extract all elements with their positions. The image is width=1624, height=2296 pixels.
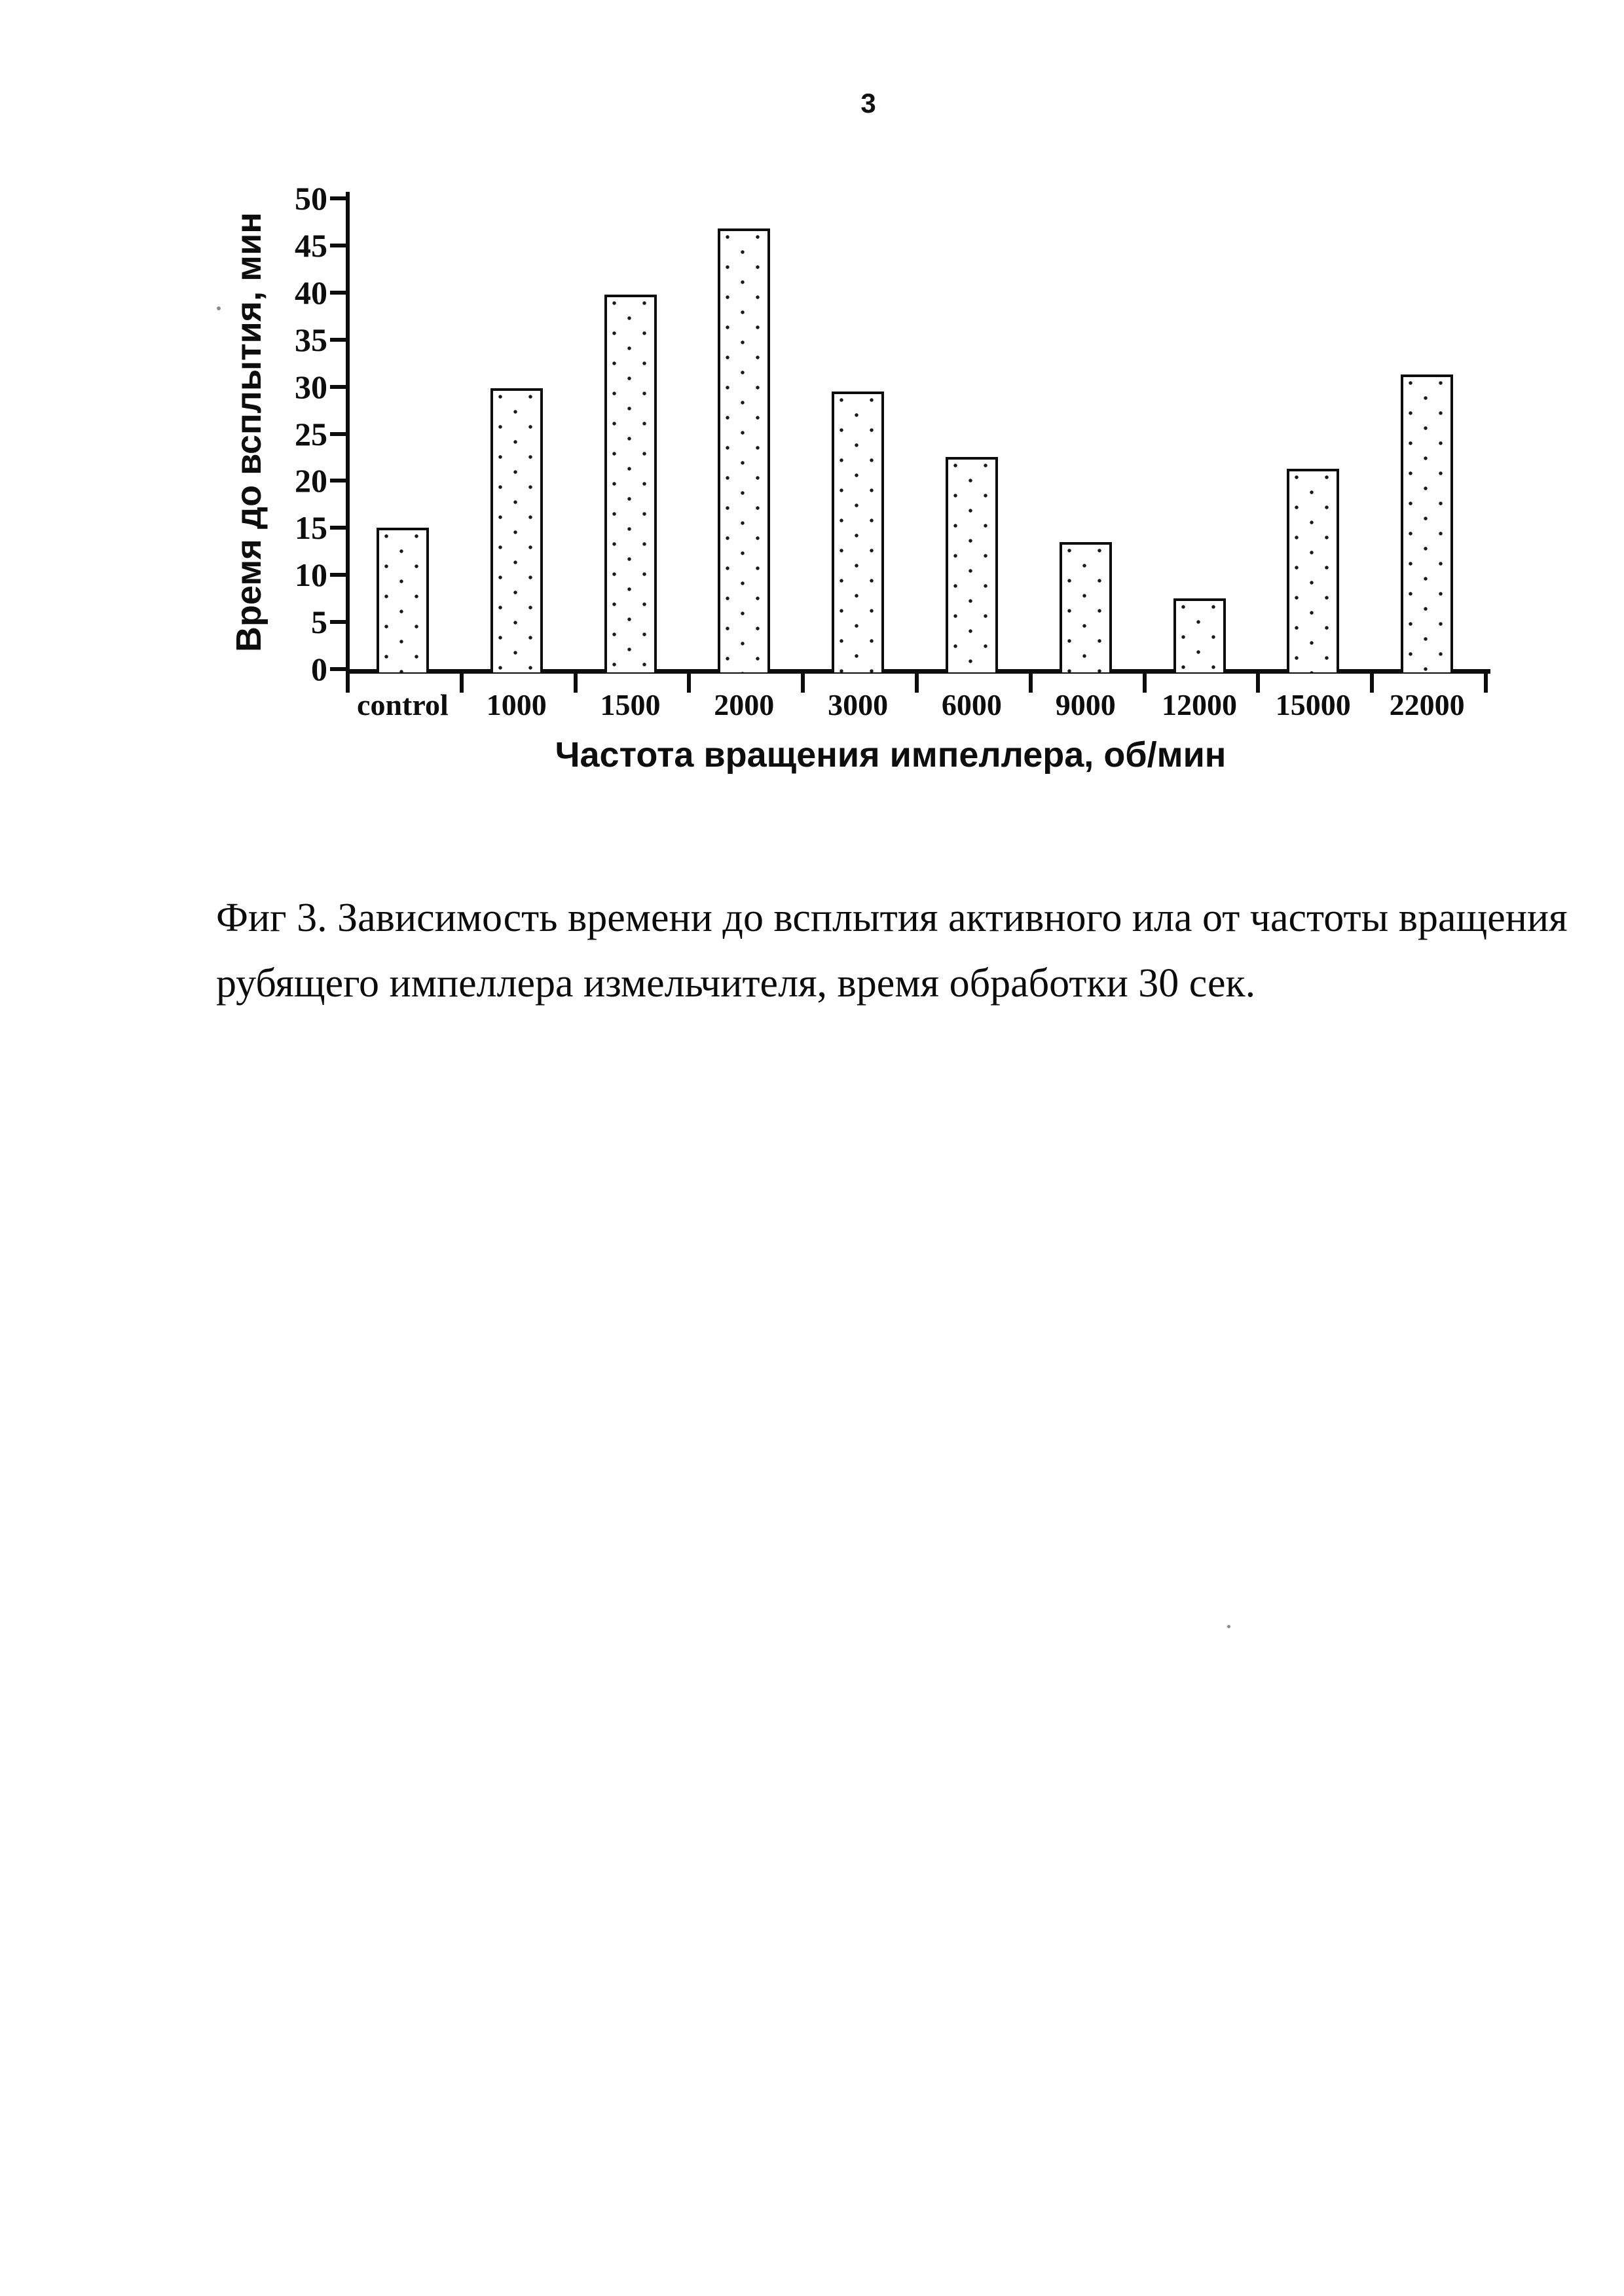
x-tick-label: 6000: [941, 688, 1002, 721]
figure-caption: [216, 885, 1568, 1016]
y-tick-label: 5: [311, 604, 327, 641]
bar: [1287, 469, 1339, 672]
bar: [604, 295, 657, 672]
x-tick-label: 2000: [714, 688, 775, 721]
y-tick-label: 45: [295, 227, 327, 264]
y-tick: [330, 291, 346, 295]
y-tick-label: 10: [295, 556, 327, 594]
y-tick-label: 30: [295, 368, 327, 405]
page-number: 3: [860, 88, 876, 118]
bar: [490, 388, 543, 672]
y-tick-label: 40: [295, 274, 327, 311]
y-tick-label: 0: [311, 651, 327, 687]
bar: [832, 392, 884, 672]
caption-line-1: Фиг 3. Зависимость времени до всплытия активного ила от частоты вращения: [216, 896, 1568, 940]
y-tick: [330, 385, 346, 389]
y-axis-title: Время до всплытия, мин: [229, 212, 268, 652]
y-tick: [330, 244, 346, 247]
y-tick-label: 20: [295, 462, 327, 500]
y-axis-line: [346, 192, 350, 673]
bar: [718, 228, 770, 672]
x-tick-label: control: [357, 688, 449, 721]
x-tick-label: 3000: [828, 688, 889, 721]
x-tick-label: 1000: [486, 688, 547, 721]
y-tick: [330, 620, 346, 624]
y-tick: [330, 338, 346, 342]
scan-speck: [1227, 1625, 1230, 1628]
y-tick: [330, 432, 346, 436]
y-tick: [330, 526, 346, 530]
bar: [1060, 542, 1112, 672]
caption-line-2: рубящего импеллера измельчителя, время обработки 30 сек.: [216, 961, 1256, 1006]
bar: [1173, 598, 1226, 672]
x-tick-label: 1500: [600, 688, 661, 721]
x-tick-label: 22000: [1389, 688, 1465, 721]
x-axis-title: Частота вращения импеллера, об/мин: [555, 735, 1227, 774]
bar: [1401, 374, 1453, 672]
y-tick-label: 50: [295, 180, 327, 217]
y-tick: [330, 573, 346, 577]
x-tick-label: 12000: [1161, 688, 1237, 721]
y-tick-label: 15: [295, 509, 327, 547]
y-tick-label: 35: [295, 321, 327, 358]
y-tick: [330, 667, 346, 671]
y-tick: [330, 479, 346, 483]
bar: [946, 457, 998, 672]
x-tick-label: 9000: [1055, 688, 1116, 721]
scan-speck: [217, 306, 221, 310]
y-tick-label: 25: [295, 415, 327, 452]
y-tick: [330, 196, 346, 200]
x-tick-label: 15000: [1275, 688, 1351, 721]
bar: [377, 528, 429, 672]
